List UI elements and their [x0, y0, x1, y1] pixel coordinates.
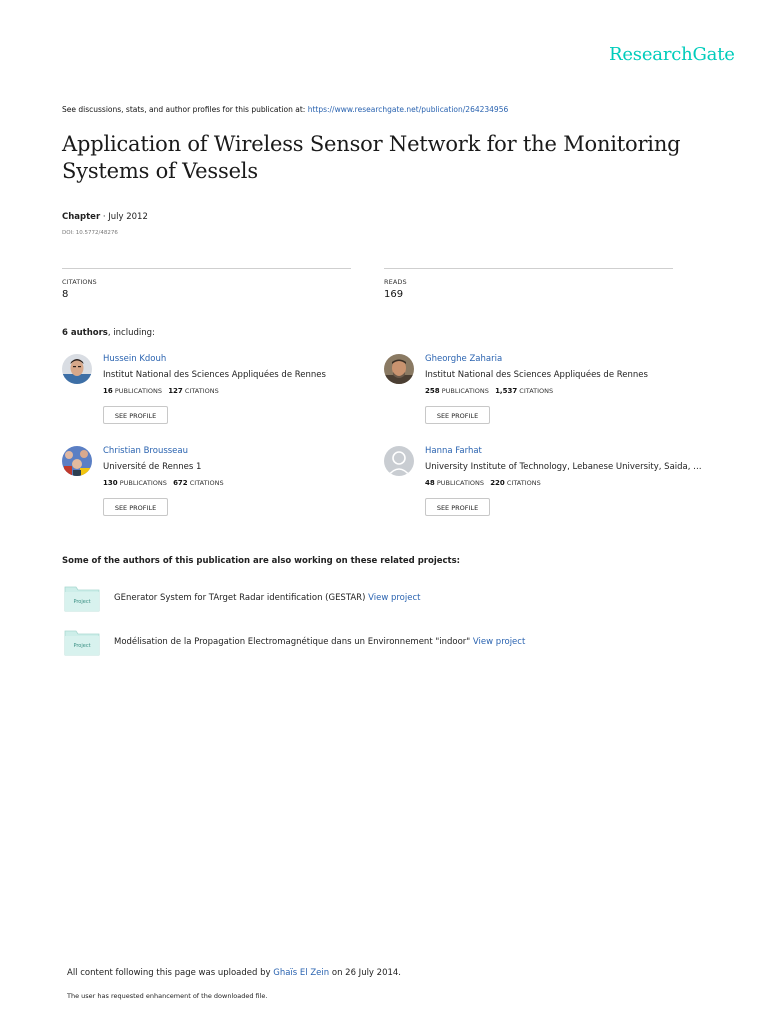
author-publications-count: 16 — [103, 387, 113, 395]
upload-notice-prefix: All content following this page was uploaded by — [67, 968, 274, 978]
publication-date: · July 2012 — [100, 212, 148, 222]
project-title — [114, 637, 525, 647]
author-avatar[interactable] — [384, 446, 414, 476]
reads-label: READS — [384, 278, 407, 286]
view-project-link[interactable]: View project — [472, 637, 526, 647]
publication-title: Application of Wireless Sensor Network for the Monitoring Systems of Vessels — [62, 132, 681, 183]
discussion-notice-text: See discussions, stats, and author profiles for this publication at: — [62, 105, 308, 114]
author-citations-count: 220 — [490, 479, 505, 487]
authors-count: 6 authors — [62, 328, 108, 338]
project-icon-label: Project — [73, 599, 91, 605]
authors-header — [62, 328, 155, 338]
project-item — [64, 584, 664, 614]
publication-doi: DOI: 10.5772/48276 — [62, 230, 118, 236]
related-projects-header: Some of the authors of this publication are also working on these related projects: — [62, 556, 461, 566]
author-institution: Institut National des Sciences Appliquées de Rennes — [103, 370, 326, 380]
author-card — [384, 354, 714, 434]
publication-type: Chapter — [62, 212, 101, 222]
author-citations-label: CITATIONS — [189, 479, 224, 487]
discussion-notice — [62, 105, 508, 114]
avatar-photo-icon — [62, 446, 92, 476]
see-profile-button[interactable]: SEE PROFILE — [103, 498, 168, 516]
author-name-link[interactable]: Christian Brousseau — [103, 446, 189, 456]
author-citations-count: 127 — [168, 387, 183, 395]
author-citations-label: CITATIONS — [519, 387, 554, 395]
avatar-photo-icon — [384, 354, 414, 384]
author-card — [62, 446, 392, 526]
author-citations-count: 672 — [173, 479, 188, 487]
project-icon-label: Project — [73, 643, 91, 649]
author-avatar[interactable] — [62, 446, 92, 476]
author-citations-label: CITATIONS — [506, 479, 541, 487]
project-folder-icon — [64, 584, 100, 612]
author-card — [62, 354, 392, 434]
author-publications-count: 258 — [425, 387, 440, 395]
authors-header-suffix: , including: — [107, 328, 155, 338]
view-project-link[interactable]: View project — [368, 593, 421, 603]
author-publications-label: PUBLICATIONS — [441, 387, 489, 395]
reads-value: 169 — [384, 289, 404, 300]
author-publications-label: PUBLICATIONS — [114, 387, 162, 395]
project-folder-icon — [64, 628, 100, 656]
author-institution: University Institute of Technology, Lebanese University, Saida, … — [425, 462, 702, 472]
enhancement-note: The user has requested enhancement of the downloaded file. — [67, 992, 268, 1000]
author-citations-label: CITATIONS — [184, 387, 219, 395]
upload-notice — [67, 968, 401, 978]
see-profile-button[interactable]: SEE PROFILE — [103, 406, 168, 424]
default-avatar-icon — [384, 446, 414, 476]
author-publications-count: 48 — [425, 479, 435, 487]
author-card — [384, 446, 714, 526]
avatar-photo-icon — [62, 354, 92, 384]
author-stats — [425, 479, 541, 487]
author-publications-count: 130 — [103, 479, 118, 487]
project-title — [114, 593, 420, 603]
project-name: GEnerator System for TArget Radar identification (GESTAR) — [114, 593, 369, 603]
author-name-link[interactable]: Hanna Farhat — [425, 446, 482, 456]
citations-value: 8 — [62, 289, 69, 300]
author-name-link[interactable]: Gheorghe Zaharia — [425, 354, 503, 364]
researchgate-logo[interactable]: ResearchGate — [609, 44, 735, 65]
citations-divider — [62, 268, 351, 269]
author-publications-label: PUBLICATIONS — [436, 479, 484, 487]
publication-url-link[interactable]: https://www.researchgate.net/publication/264234956 — [307, 105, 509, 114]
publication-meta — [62, 212, 148, 222]
project-item — [64, 628, 664, 658]
uploader-link[interactable]: Ghaïs El Zein — [273, 968, 330, 978]
author-stats — [425, 387, 553, 395]
author-institution: Institut National des Sciences Appliquées de Rennes — [425, 370, 648, 380]
reads-divider — [384, 268, 673, 269]
author-stats — [103, 387, 219, 395]
author-avatar[interactable] — [384, 354, 414, 384]
author-name-link[interactable]: Hussein Kdouh — [103, 354, 167, 364]
citations-label: CITATIONS — [62, 278, 97, 286]
see-profile-button[interactable]: SEE PROFILE — [425, 498, 490, 516]
author-citations-count: 1,537 — [495, 387, 518, 395]
upload-notice-suffix: on 26 July 2014. — [329, 968, 402, 978]
project-name: Modélisation de la Propagation Electromagnétique dans un Environnement "indoor" — [114, 637, 473, 647]
author-institution: Université de Rennes 1 — [103, 462, 202, 472]
author-avatar[interactable] — [62, 354, 92, 384]
author-stats — [103, 479, 224, 487]
author-publications-label: PUBLICATIONS — [119, 479, 167, 487]
see-profile-button[interactable]: SEE PROFILE — [425, 406, 490, 424]
